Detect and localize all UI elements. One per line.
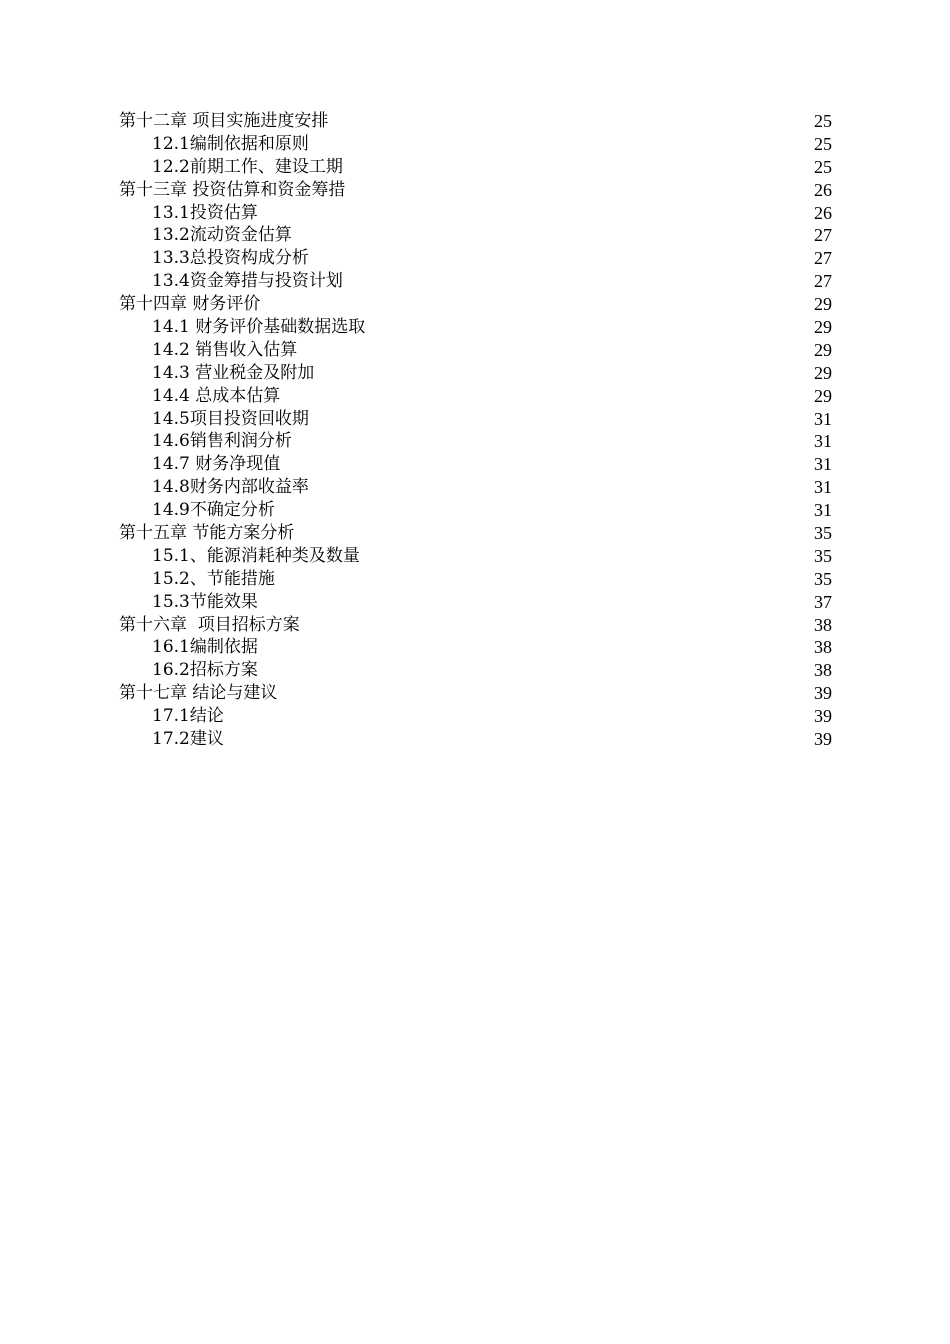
toc-entry-title: 17.1结论	[152, 706, 224, 727]
toc-entry-page: 37	[814, 591, 832, 612]
toc-entry-page: 39	[814, 706, 832, 727]
toc-entry-page: 31	[814, 408, 832, 429]
toc-entry-page: 26	[814, 202, 832, 223]
toc-section-15-3[interactable]	[119, 591, 832, 614]
toc-entry-title: 12.1编制依据和原则	[152, 133, 309, 154]
toc-entry-page: 38	[814, 660, 832, 681]
toc-section-17-1[interactable]	[119, 705, 832, 728]
toc-entry-page: 38	[814, 614, 832, 635]
toc-section-17-2[interactable]	[119, 728, 832, 751]
toc-entry-title: 16.1编制依据	[152, 637, 258, 658]
toc-entry-page: 29	[814, 294, 832, 315]
toc-entry-title: 14.8财务内部收益率	[152, 477, 309, 498]
toc-entry-title: 15.3节能效果	[152, 591, 258, 612]
toc-entry-title: 14.4 总成本估算	[152, 385, 281, 406]
toc-entry-title: 15.2、节能措施	[152, 568, 275, 589]
toc-chapter-12[interactable]	[119, 110, 832, 133]
toc-entry-page: 25	[814, 111, 832, 131]
toc-section-14-7[interactable]	[119, 453, 832, 476]
toc-entry-title: 第十四章 财务评价	[119, 294, 261, 315]
toc-entry-page: 27	[814, 225, 832, 246]
toc-entry-title: 第十七章 结论与建议	[119, 683, 278, 704]
toc-entry-page: 35	[814, 568, 832, 589]
toc-section-13-2[interactable]	[119, 224, 832, 247]
toc-entry-title: 14.3 营业税金及附加	[152, 362, 315, 383]
toc-section-15-1[interactable]	[119, 545, 832, 568]
toc-entry-page: 29	[814, 385, 832, 406]
toc-entry-title: 14.1 财务评价基础数据选取	[152, 317, 366, 338]
toc-entry-page: 35	[814, 545, 832, 566]
toc-entry-title: 13.4资金筹措与投资计划	[152, 271, 343, 292]
toc-entry-page: 39	[814, 683, 832, 704]
toc-section-14-6[interactable]	[119, 430, 832, 453]
toc-section-16-1[interactable]	[119, 636, 832, 659]
toc-entry-page: 39	[814, 729, 832, 750]
table-of-contents	[119, 110, 832, 751]
toc-entry-title: 第十三章 投资估算和资金筹措	[119, 179, 346, 200]
toc-entry-page: 29	[814, 362, 832, 383]
toc-section-12-1[interactable]	[119, 133, 832, 156]
toc-entry-page: 25	[814, 156, 832, 177]
toc-section-16-2[interactable]	[119, 659, 832, 682]
toc-entry-page: 26	[814, 179, 832, 200]
toc-section-14-3[interactable]	[119, 362, 832, 385]
toc-entry-page: 31	[814, 454, 832, 475]
toc-section-12-2[interactable]	[119, 156, 832, 179]
toc-entry-title: 14.6销售利润分析	[152, 431, 292, 452]
toc-entry-page: 29	[814, 339, 832, 360]
toc-entry-page: 27	[814, 248, 832, 269]
toc-entry-title: 12.2前期工作、建设工期	[152, 156, 343, 177]
toc-chapter-13[interactable]	[119, 179, 832, 202]
toc-chapter-15[interactable]	[119, 522, 832, 545]
toc-section-14-2[interactable]	[119, 339, 832, 362]
toc-entry-title: 13.1投资估算	[152, 202, 258, 223]
toc-entry-title: 16.2招标方案	[152, 660, 258, 681]
toc-entry-title: 13.2流动资金估算	[152, 225, 292, 246]
toc-entry-title: 14.9不确定分析	[152, 500, 275, 521]
toc-entry-title: 14.2 销售收入估算	[152, 339, 298, 360]
toc-entry-page: 31	[814, 477, 832, 498]
toc-entry-page: 31	[814, 500, 832, 521]
toc-entry-title: 第十二章 项目实施进度安排	[119, 111, 329, 131]
toc-entry-title: 14.7 财务净现值	[152, 454, 281, 475]
toc-entry-title: 第十五章 节能方案分析	[119, 523, 295, 544]
toc-entry-title: 13.3总投资构成分析	[152, 248, 309, 269]
toc-section-15-2[interactable]	[119, 568, 832, 591]
toc-entry-page: 27	[814, 271, 832, 292]
toc-entry-page: 31	[814, 431, 832, 452]
toc-section-13-3[interactable]	[119, 247, 832, 270]
toc-section-14-8[interactable]	[119, 476, 832, 499]
toc-entry-page: 35	[814, 523, 832, 544]
toc-section-14-4[interactable]	[119, 385, 832, 408]
toc-entry-page: 38	[814, 637, 832, 658]
toc-section-13-4[interactable]	[119, 270, 832, 293]
toc-entry-title: 14.5项目投资回收期	[152, 408, 309, 429]
toc-section-14-1[interactable]	[119, 316, 832, 339]
toc-chapter-17[interactable]	[119, 682, 832, 705]
toc-entry-page: 29	[814, 317, 832, 338]
toc-entry-title: 15.1、能源消耗种类及数量	[152, 545, 360, 566]
toc-chapter-16[interactable]	[119, 614, 832, 637]
toc-section-14-9[interactable]	[119, 499, 832, 522]
toc-entry-title: 17.2建议	[152, 729, 224, 750]
toc-chapter-14[interactable]	[119, 293, 832, 316]
toc-entry-title: 第十六章 项目招标方案	[119, 614, 300, 635]
toc-entry-page: 25	[814, 133, 832, 154]
toc-section-14-5[interactable]	[119, 408, 832, 431]
toc-section-13-1[interactable]	[119, 202, 832, 225]
